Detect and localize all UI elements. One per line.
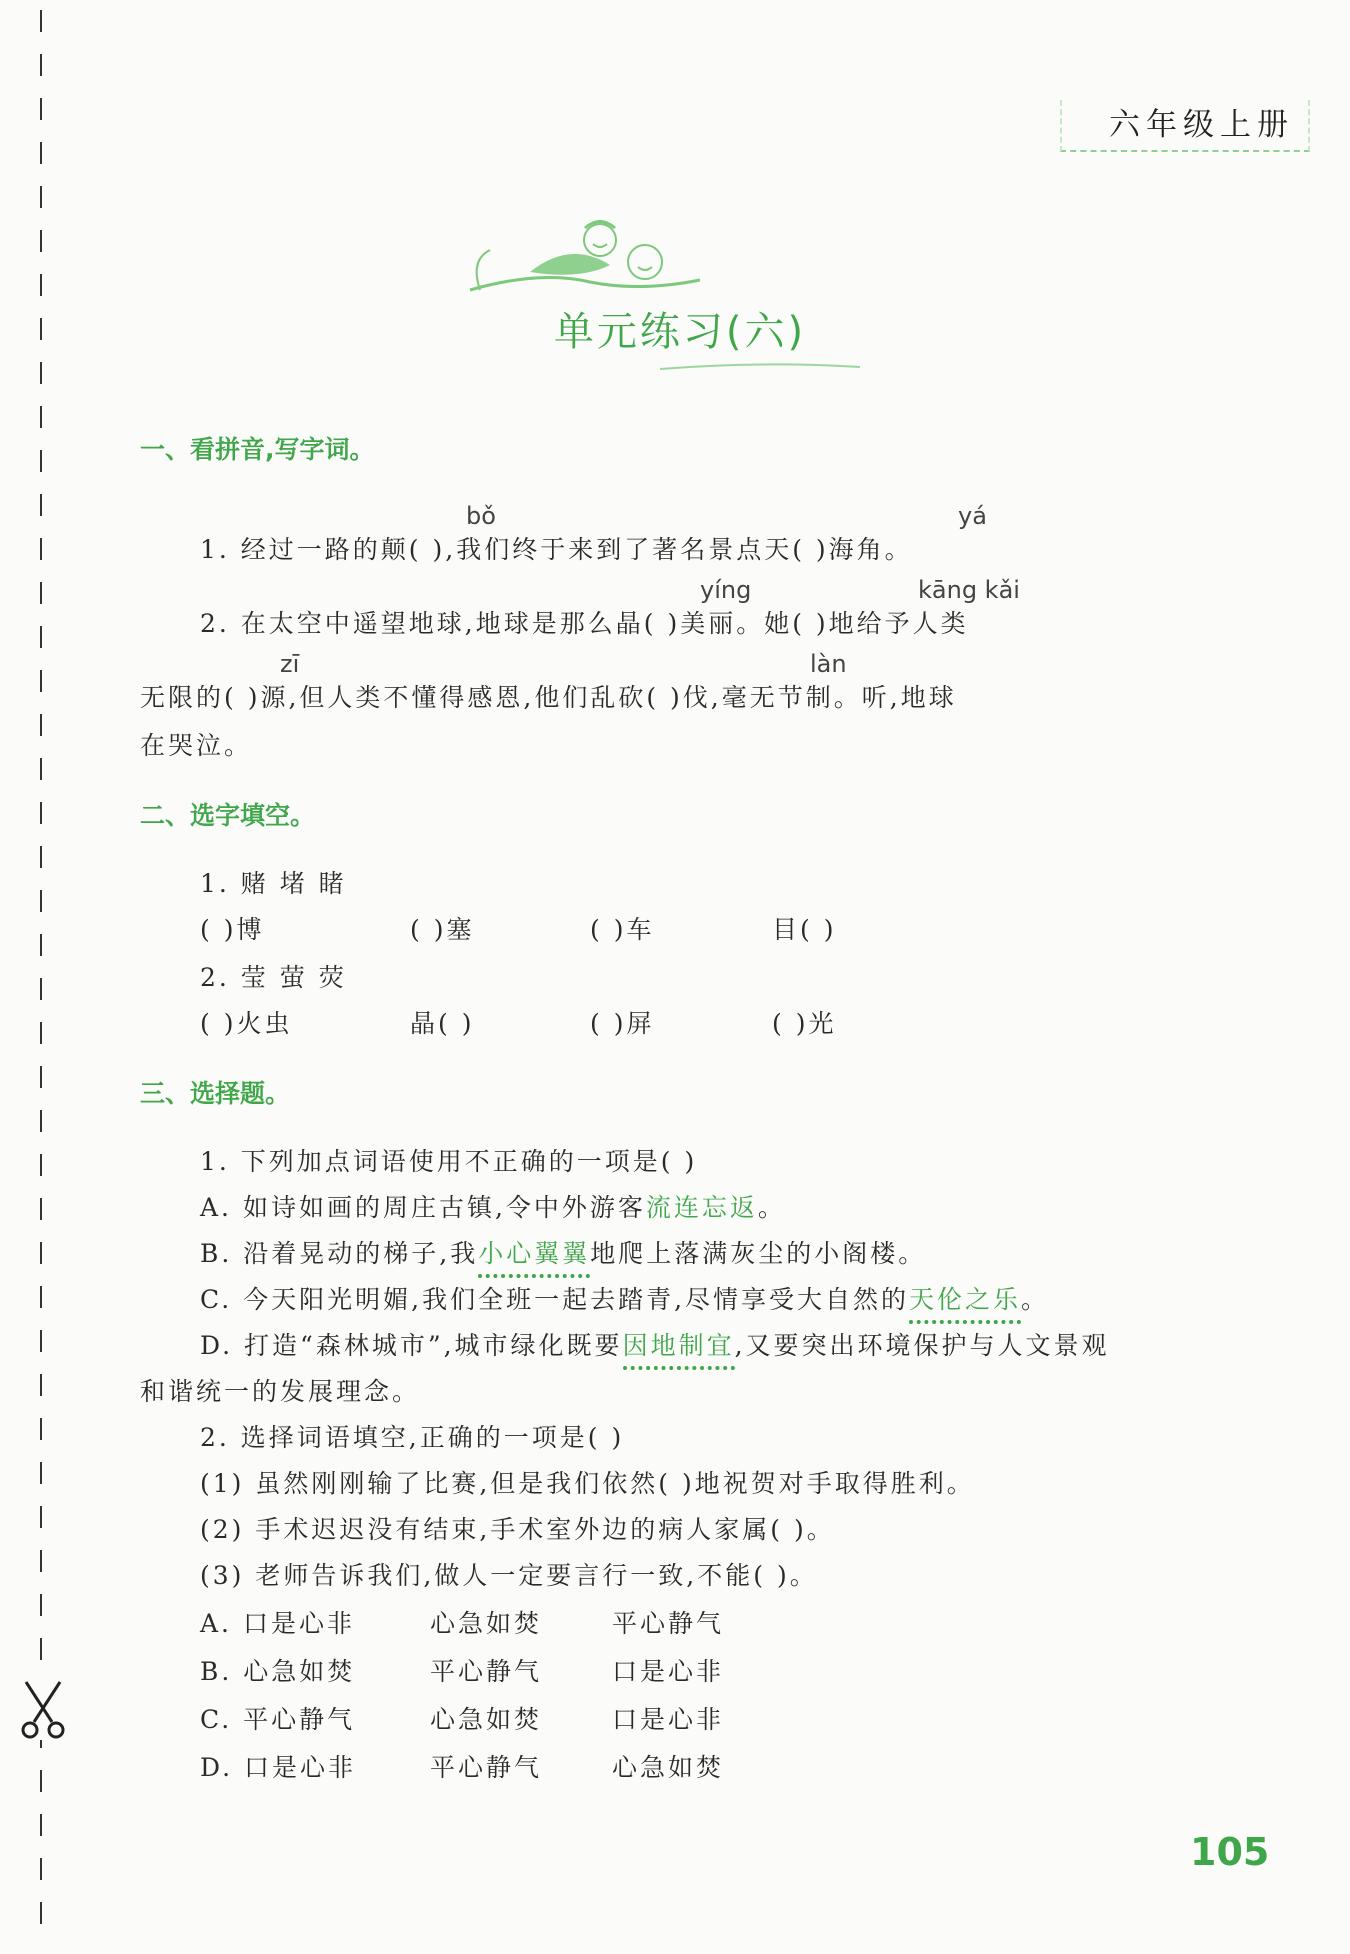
- s3-q1-option-a: A. 如诗如画的周庄古镇,令中外游客流连忘返。: [200, 1193, 786, 1222]
- s1-q1-line: 1. 经过一路的颠( ),我们终于来到了著名景点天( )海角。: [200, 535, 913, 564]
- s2-q1-blank-4: 目( ): [772, 915, 837, 944]
- s3-q2-option-b-2: 平心静气: [430, 1657, 543, 1686]
- highlight-word: 因地制宜: [623, 1331, 735, 1370]
- s3-q2-option-d-2: 平心静气: [430, 1753, 543, 1782]
- s3-q2-option-c-2: 心急如焚: [430, 1705, 543, 1734]
- s3-q2-option-a-3: 平心静气: [612, 1609, 725, 1638]
- section1-heading: 一、看拼音,写字词。: [140, 435, 375, 464]
- s3-q2-sentence-3: (3) 老师告诉我们,做人一定要言行一致,不能( )。: [200, 1561, 818, 1590]
- s1-q2-line1: 2. 在太空中遥望地球,地球是那么晶( )美丽。她( )地给予人类: [200, 609, 969, 638]
- s2-q2-blank-1: ( )火虫: [200, 1009, 293, 1038]
- title-underline-icon: [660, 360, 860, 379]
- grade-label: 六年级上册: [1060, 100, 1310, 152]
- s3-q2-sentence-1: (1) 虽然刚刚输了比赛,但是我们依然( )地祝贺对手取得胜利。: [200, 1469, 975, 1498]
- scissors-icon: [18, 1678, 68, 1740]
- page-title: 单元练习(六): [553, 309, 807, 355]
- section2-heading: 二、选字填空。: [140, 801, 316, 830]
- s2-q1-blank-2: ( )塞: [410, 915, 475, 944]
- cut-line: [40, 10, 42, 1940]
- pinyin-ying: yíng: [700, 576, 752, 604]
- s1-q2-line2: 无限的( )源,但人类不懂得感恩,他们乱砍( )伐,毫无节制。听,地球: [140, 683, 957, 712]
- s3-q1-option-b: B. 沿着晃动的梯子,我小心翼翼地爬上落满灰尘的小阁楼。: [200, 1234, 926, 1270]
- pinyin-bo: bǒ: [466, 502, 496, 530]
- page-number: 105: [1190, 1830, 1270, 1874]
- s3-q1-option-d: D. 打造“森林城市”,城市绿化既要因地制宜,又要突出环境保护与人文景观: [200, 1326, 1110, 1362]
- s3-q2-option-b-3: 口是心非: [612, 1657, 725, 1686]
- s3-q2-option-d-1: D. 口是心非: [200, 1753, 357, 1782]
- s2-q2-blank-2: 晶( ): [410, 1009, 475, 1038]
- pinyin-kangkai: kāng kǎi: [918, 576, 1020, 604]
- s3-q2-option-a-1: A. 口是心非: [200, 1609, 355, 1638]
- s2-q2-blank-3: ( )屏: [590, 1009, 655, 1038]
- s3-q1-option-c: C. 今天阳光明媚,我们全班一起去踏青,尽情享受大自然的天伦之乐。: [200, 1280, 1049, 1316]
- s2-q1-blank-1: ( )博: [200, 915, 265, 944]
- s3-q2-option-b-1: B. 心急如焚: [200, 1657, 356, 1686]
- s3-q2-option-c-3: 口是心非: [612, 1705, 725, 1734]
- highlight-word: 小心翼翼: [478, 1239, 590, 1278]
- pinyin-zi: zī: [280, 650, 300, 678]
- s3-q2-stem: 2. 选择词语填空,正确的一项是( ): [200, 1423, 625, 1452]
- s2-q2-chars: 2. 莹 萤 荧: [200, 963, 347, 992]
- highlight-word: 流连忘返: [645, 1193, 758, 1222]
- s3-q1-option-d-line2: 和谐统一的发展理念。: [140, 1377, 421, 1406]
- section3-heading: 三、选择题。: [140, 1079, 291, 1108]
- s3-q1-stem: 1. 下列加点词语使用不正确的一项是( ): [200, 1147, 698, 1176]
- pinyin-ya: yá: [958, 502, 987, 530]
- s3-q2-option-c-1: C. 平心静气: [200, 1705, 356, 1734]
- s3-q2-option-a-2: 心急如焚: [430, 1609, 543, 1638]
- pinyin-lan: làn: [810, 650, 847, 678]
- s2-q2-blank-4: ( )光: [772, 1009, 837, 1038]
- s3-q2-option-d-3: 心急如焚: [612, 1753, 725, 1782]
- s2-q1-blank-3: ( )车: [590, 915, 655, 944]
- s1-q2-line3: 在哭泣。: [140, 731, 253, 760]
- s3-q2-sentence-2: (2) 手术迟迟没有结束,手术室外边的病人家属( )。: [200, 1515, 835, 1544]
- children-illustration-icon: [460, 210, 710, 314]
- highlight-word: 天伦之乐: [909, 1285, 1021, 1324]
- s2-q1-chars: 1. 赌 堵 睹: [200, 869, 347, 898]
